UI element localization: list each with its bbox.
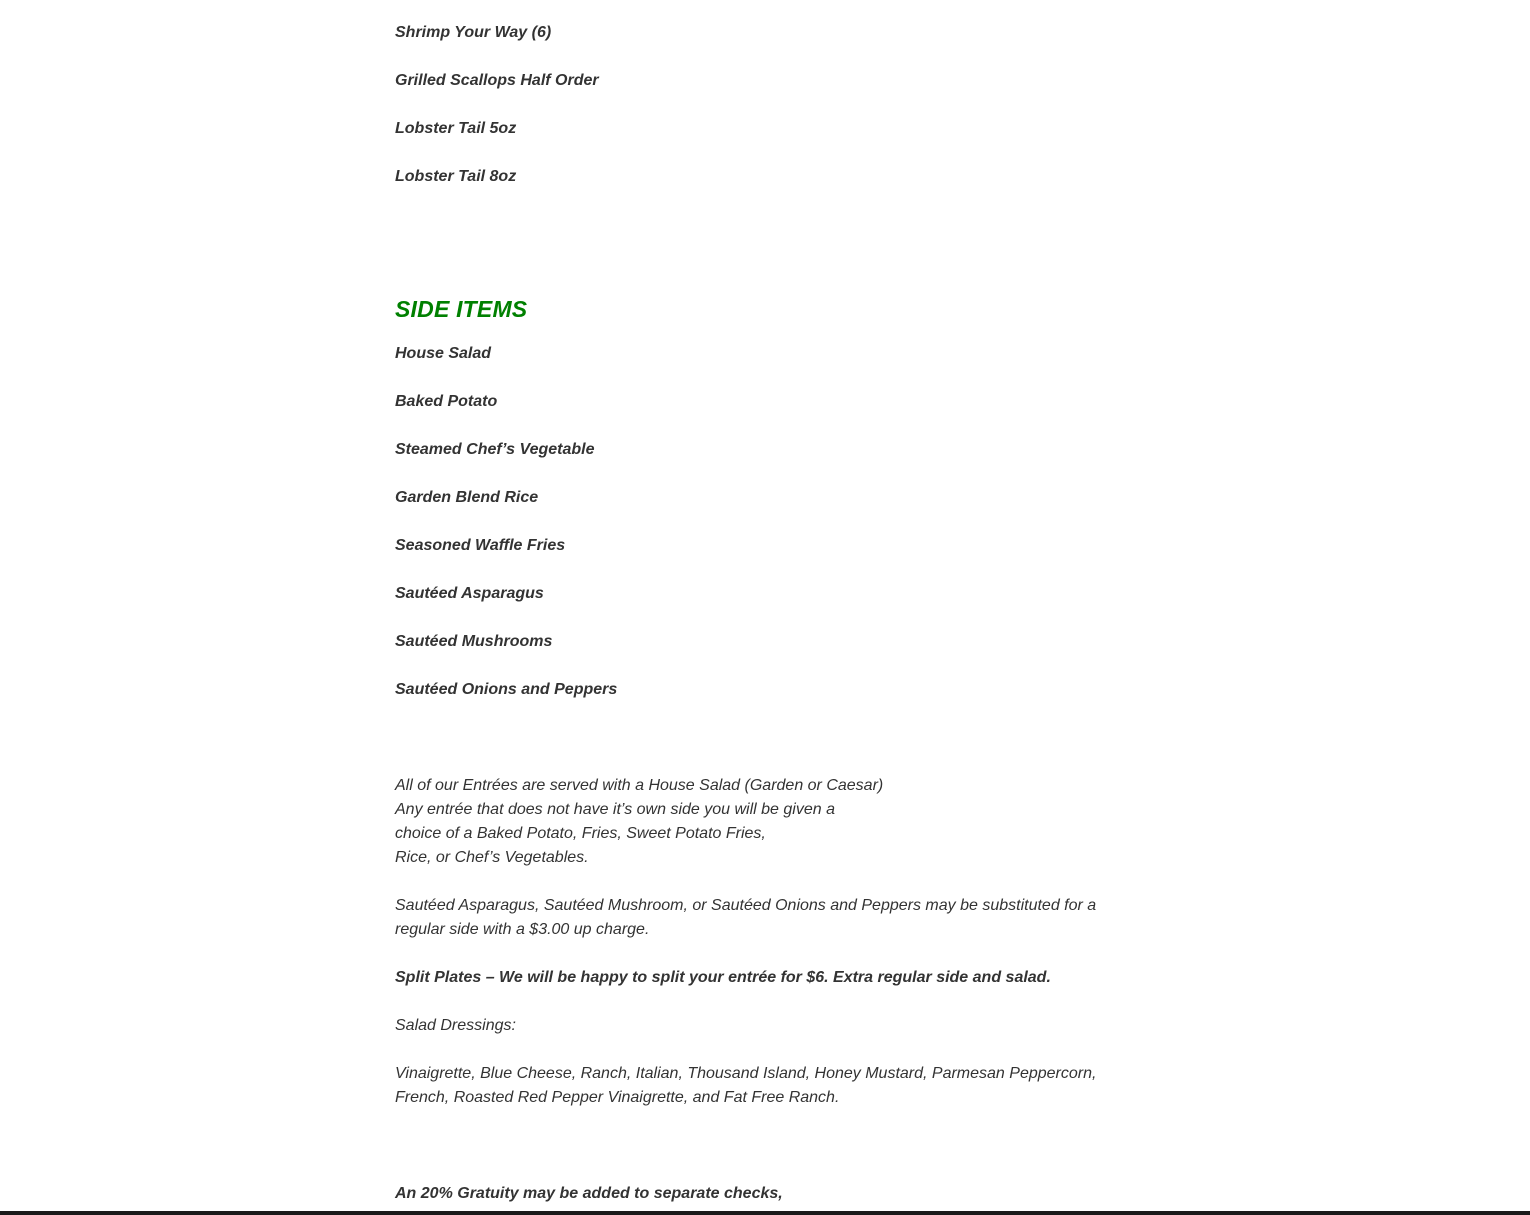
entree-info [395, 774, 1135, 870]
entree-info-line: All of our Entrées are served with a House Salad (Garden or Caesar) [395, 777, 884, 794]
entree-info-line: choice of a Baked Potato, Fries, Sweet Potato Fries, [395, 825, 766, 842]
side-item-sauteed-mushrooms: Sautéed Mushrooms [395, 633, 553, 650]
side-items-heading: SIDE ITEMS [395, 296, 528, 322]
menu-item-lobster-tail-8oz: Lobster Tail 8oz [395, 168, 517, 185]
split-plates-note: Split Plates – We will be happy to split your entrée for $6. Extra regular side and salad. [395, 969, 1051, 986]
side-item-house-salad: House Salad [395, 345, 492, 362]
bottom-border [0, 1211, 1530, 1215]
entree-info-line: Any entrée that does not have it’s own side you will be given a [395, 801, 835, 818]
menu-item-lobster-tail-5oz: Lobster Tail 5oz [395, 120, 517, 137]
substitution-note: Sautéed Asparagus, Sautéed Mushroom, or Sautéed Onions and Peppers may be substituted for a regular side with a $3.00 up charge. [395, 897, 1097, 938]
side-item-garden-blend-rice: Garden Blend Rice [395, 489, 539, 506]
side-item-baked-potato: Baked Potato [395, 393, 498, 410]
menu-item-grilled-scallops: Grilled Scallops Half Order [395, 72, 599, 89]
menu-item-shrimp-your-way: Shrimp Your Way (6) [395, 24, 552, 41]
side-item-sauteed-onions-peppers: Sautéed Onions and Peppers [395, 681, 618, 698]
side-item-sauteed-asparagus: Sautéed Asparagus [395, 585, 544, 602]
salad-dressings-label: Salad Dressings: [395, 1017, 516, 1034]
side-item-waffle-fries: Seasoned Waffle Fries [395, 537, 566, 554]
entree-info-line: Rice, or Chef’s Vegetables. [395, 849, 589, 866]
gratuity-note: An 20% Gratuity may be added to separate checks, [395, 1185, 783, 1202]
salad-dressings-list: Vinaigrette, Blue Cheese, Ranch, Italian, Thousand Island, Honey Mustard, Parmesan Peppercorn, French, Roasted Red Pepper Vinaigrette, and Fat Free Ranch. [395, 1065, 1097, 1106]
side-item-steamed-vegetable: Steamed Chef’s Vegetable [395, 441, 595, 458]
